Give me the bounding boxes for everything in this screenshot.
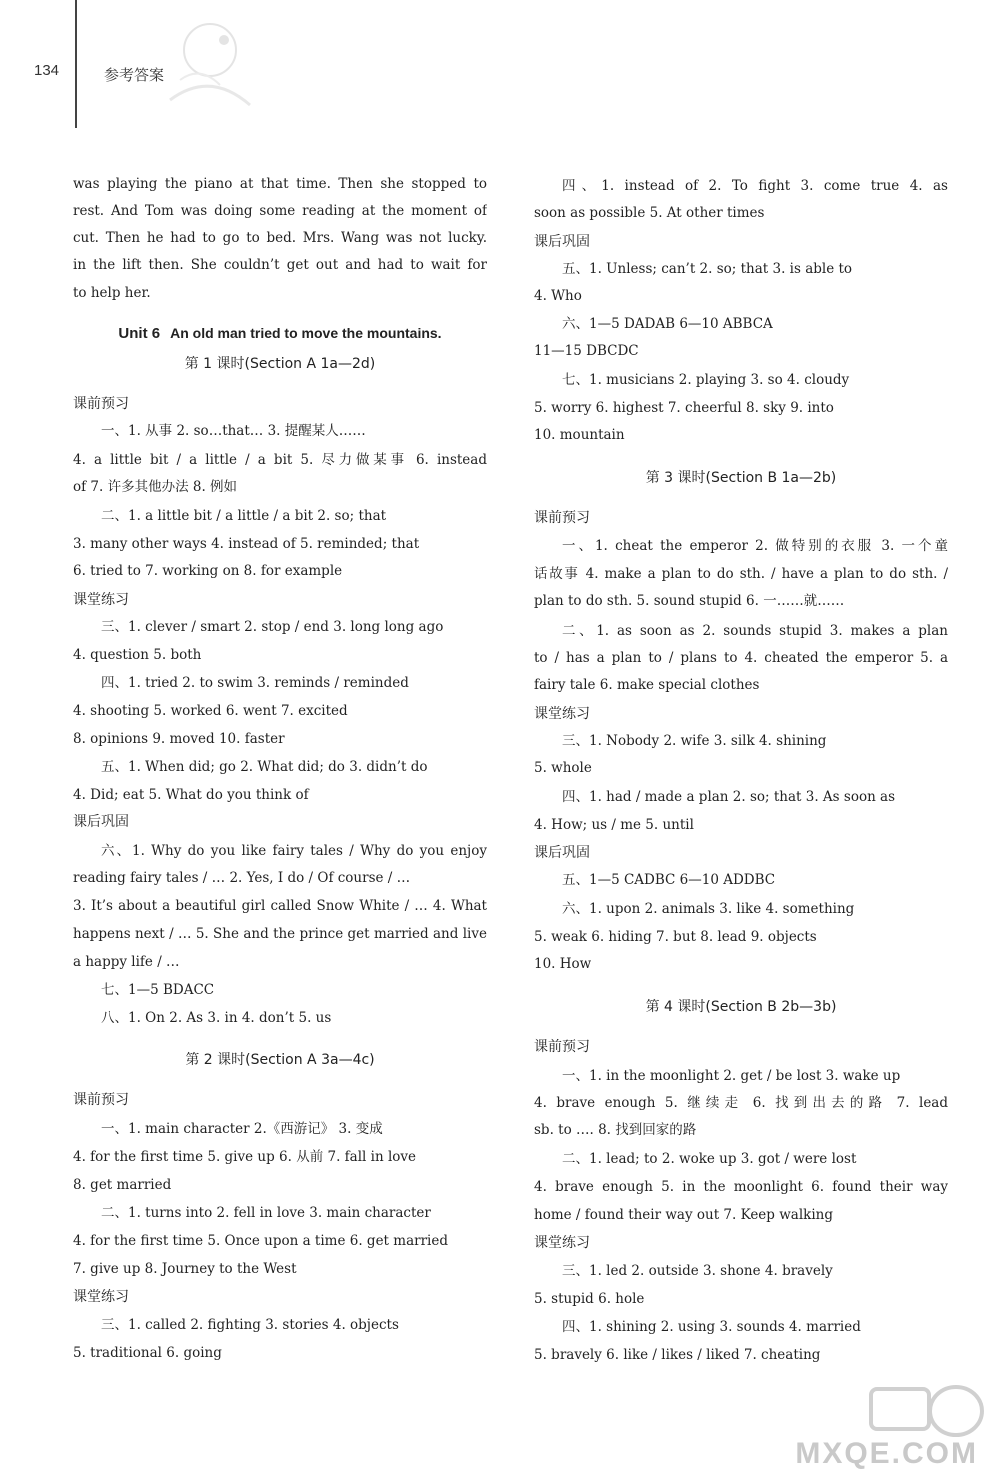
answer-line: 4. shooting 5. worked 6. went 7. excited <box>73 703 348 719</box>
answer-line: 5. whole <box>534 760 592 776</box>
watermark-text: MXQE.COM <box>795 1437 978 1470</box>
answer-line: 四、1. shining 2. using 3. sounds 4. married <box>562 1319 861 1335</box>
answer-line: 二、1. lead; to 2. woke up 3. got / were lost <box>562 1151 857 1167</box>
answer-line: 七、1—5 BDACC <box>101 982 215 998</box>
answer-line: a happy life / … <box>73 954 180 970</box>
answer-line: plan to do sth. 5. sound stupid 6. 一……就…… <box>534 593 845 609</box>
section-heading: 课堂练习 <box>73 1289 129 1305</box>
answer-line: 三、1. led 2. outside 3. shone 4. bravely <box>562 1263 833 1279</box>
answer-line: in the lift then. She couldn’t get out and had to wait for <box>73 257 487 273</box>
answer-line: 五、1—5 CADBC 6—10 ADDBC <box>562 872 776 888</box>
lesson-title: 第 4 课时(Section B 2b—3b) <box>645 999 837 1015</box>
answer-line: was playing the piano at that time. Then she stopped to <box>73 176 487 192</box>
lesson-title: 第 3 课时(Section B 1a—2b) <box>645 470 837 486</box>
answer-line: 4. for the first time 5. Once upon a time 6. get married <box>73 1233 448 1249</box>
answer-line: 三、1. Nobody 2. wife 3. silk 4. shining <box>562 733 827 749</box>
section-heading: 课前预习 <box>73 396 129 412</box>
answer-line: 六、1. Why do you like fairy tales / Why do you enjoy <box>101 843 487 859</box>
answer-line: 4. a little bit / a little / a bit 5. 尽力做某事 6. instead <box>73 452 487 468</box>
answer-line: 6. tried to 7. working on 8. for example <box>73 563 343 579</box>
answer-line: 5. worry 6. highest 7. cheerful 8. sky 9. into <box>534 400 834 416</box>
answer-line: 一、1. main character 2.《西游记》 3. 变成 <box>101 1121 383 1137</box>
answer-line: 5. stupid 6. hole <box>534 1291 645 1307</box>
answer-line: to help her. <box>73 285 151 301</box>
lesson-title: 第 1 课时(Section A 1a—2d) <box>184 356 376 372</box>
answer-line: 四、1. tried 2. to swim 3. reminds / reminded <box>101 675 409 691</box>
answer-line: happens next / … 5. She and the prince get married and live <box>73 926 487 942</box>
site-watermark <box>761 1373 986 1473</box>
section-heading: 课后巩固 <box>73 814 129 830</box>
answer-line: 三、1. clever / smart 2. stop / end 3. long long ago <box>101 619 444 635</box>
answer-line: fairy tale 6. make special clothes <box>534 677 760 693</box>
section-heading: 课堂练习 <box>534 1235 590 1251</box>
answer-line: 4. brave enough 5. 继续走 6. 找到出去的路 7. lead <box>534 1095 948 1111</box>
answer-line: 六、1—5 DADAB 6—10 ABBCA <box>562 316 773 332</box>
section-heading: 课前预习 <box>534 510 590 526</box>
answer-line: 5. weak 6. hiding 7. but 8. lead 9. objects <box>534 929 817 945</box>
answer-line: of 7. 许多其他办法 8. 例如 <box>73 479 238 495</box>
answer-line: 5. traditional 6. going <box>73 1345 222 1361</box>
answer-line: cut. Then he had to go to bed. Mrs. Wang was not lucky. <box>73 230 487 246</box>
header-divider <box>75 0 77 128</box>
answer-line: 4. question 5. both <box>73 647 202 663</box>
section-heading: 课后巩固 <box>534 845 590 861</box>
answer-line: soon as possible 5. At other times <box>534 205 765 221</box>
answer-line: 5. bravely 6. like / likes / liked 7. cheating <box>534 1347 821 1363</box>
unit-label: Unit 6 <box>118 325 161 342</box>
answer-line: 8. opinions 9. moved 10. faster <box>73 731 285 747</box>
answer-line: 4. for the first time 5. give up 6. 从前 7. fall in love <box>73 1149 417 1165</box>
answer-line: 一、1. cheat the emperor 2. 做特别的衣服 3. 一个童 <box>562 538 948 554</box>
answer-line: 3. many other ways 4. instead of 5. reminded; that <box>73 536 420 552</box>
section-heading: 课前预习 <box>73 1092 129 1108</box>
answer-line: 4. Who <box>534 288 582 304</box>
answer-line: 四、1. had / made a plan 2. so; that 3. As soon as <box>562 789 896 805</box>
answer-line: 六、1. upon 2. animals 3. like 4. something <box>562 901 855 917</box>
answer-line: 一、1. in the moonlight 2. get / be lost 3. wake up <box>562 1068 901 1084</box>
answer-line: 11—15 DBCDC <box>534 343 639 359</box>
answer-line: 三、1. called 2. fighting 3. stories 4. objects <box>101 1317 399 1333</box>
section-heading: 课前预习 <box>534 1039 590 1055</box>
answer-line: 二、1. turns into 2. fell in love 3. main character <box>101 1205 431 1221</box>
answer-line: 7. give up 8. Journey to the West <box>73 1261 297 1277</box>
answer-line: 二、1. as soon as 2. sounds stupid 3. makes a plan <box>562 623 948 639</box>
lesson-title: 第 2 课时(Section A 3a—4c) <box>185 1052 375 1068</box>
answer-line: 五、1. When did; go 2. What did; do 3. didn’t do <box>101 759 428 775</box>
answer-line: 4. Did; eat 5. What do you think of <box>73 787 309 803</box>
answer-line: home / found their way out 7. Keep walking <box>534 1207 833 1223</box>
answer-line: 4. How; us / me 5. until <box>534 817 694 833</box>
unit-name: An old man tried to move the mountains. <box>170 325 442 341</box>
answer-line: 四、1. instead of 2. To fight 3. come true 4. as <box>562 178 948 194</box>
answer-line: 八、1. On 2. As 3. in 4. don’t 5. us <box>101 1010 332 1026</box>
page-header <box>0 0 1000 130</box>
page-number: 134 <box>34 62 60 79</box>
answer-line: sb. to …. 8. 找到回家的路 <box>534 1122 697 1138</box>
answer-line: to / has a plan to / plans to 4. cheated the emperor 5. a <box>534 650 948 666</box>
answer-line: 10. How <box>534 956 592 972</box>
answer-line: 七、1. musicians 2. playing 3. so 4. cloudy <box>562 372 850 388</box>
answer-line: rest. And Tom was doing some reading at the moment of <box>73 203 487 219</box>
answer-line: 一、1. 从事 2. so…that… 3. 提醒某人…… <box>101 423 366 439</box>
answer-line: 二、1. a little bit / a little / a bit 2. so; that <box>101 508 387 524</box>
answer-line: 8. get married <box>73 1177 172 1193</box>
header-decoration-icon <box>150 10 270 120</box>
answer-line: 五、1. Unless; can’t 2. so; that 3. is able to <box>562 261 853 277</box>
unit-title <box>73 323 487 344</box>
header-title: 参考答案 <box>104 66 165 84</box>
section-heading: 课堂练习 <box>534 706 590 722</box>
answer-line: 10. mountain <box>534 427 625 443</box>
answer-line: 4. brave enough 5. in the moonlight 6. found their way <box>534 1179 948 1195</box>
section-heading: 课堂练习 <box>73 592 129 608</box>
answer-line: 3. It’s about a beautiful girl called Snow White / … 4. What <box>73 898 487 914</box>
answer-line: 话故事 4. make a plan to do sth. / have a plan to do sth. / <box>534 566 948 582</box>
section-heading: 课后巩固 <box>534 234 590 250</box>
answer-line: reading fairy tales / … 2. Yes, I do / Of course / … <box>73 870 411 886</box>
